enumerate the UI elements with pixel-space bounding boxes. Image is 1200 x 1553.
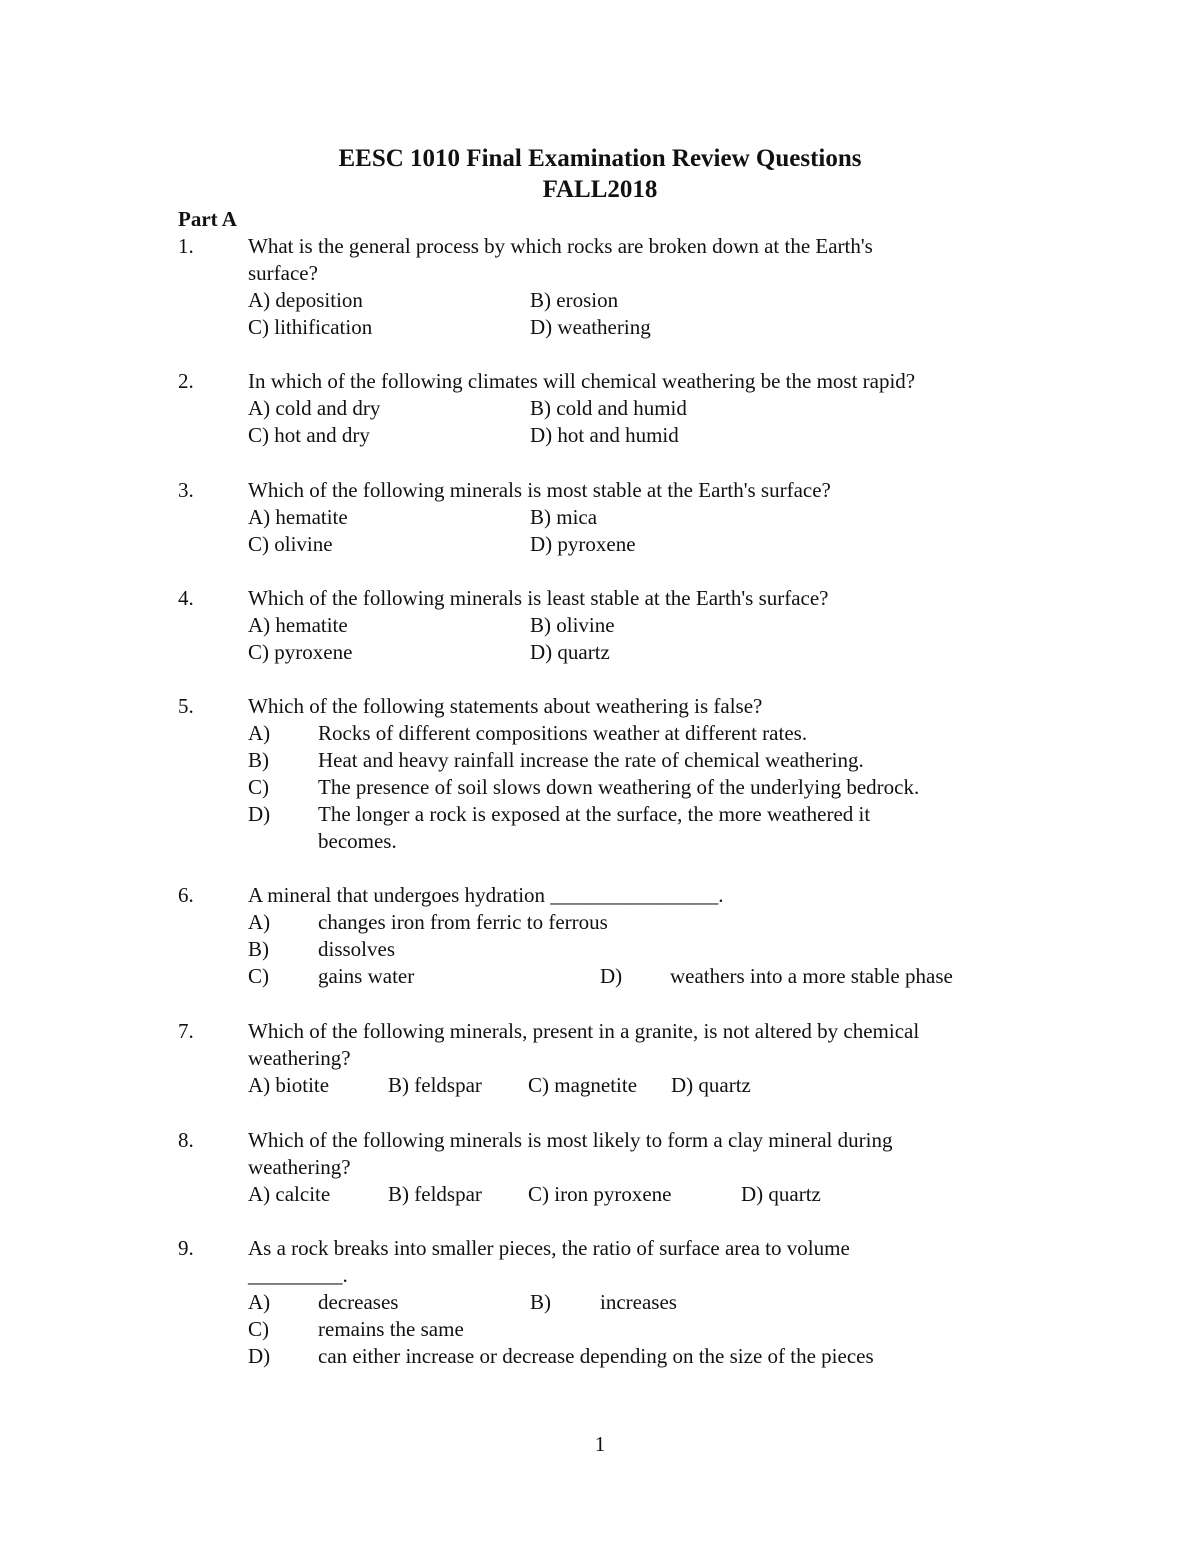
option-c: C) magnetite xyxy=(528,1073,638,1097)
option-b: B) mica xyxy=(530,505,598,529)
option-letter: B) xyxy=(248,937,269,961)
option-c: C) pyroxene xyxy=(248,640,353,664)
option-d-text: can either increase or decrease depending on the size of the pieces xyxy=(318,1344,874,1368)
question-stem-cont: surface? xyxy=(248,261,318,285)
question-1 xyxy=(178,233,1018,341)
question-stem: Which of the following minerals is most stable at the Earth's surface? xyxy=(248,478,831,502)
option-c: C) olivine xyxy=(248,532,333,556)
option-a: A) deposition xyxy=(248,288,363,312)
question-3 xyxy=(178,477,1018,558)
option-letter: D) xyxy=(600,964,623,988)
option-a-text: Rocks of different compositions weather at different rates. xyxy=(318,721,808,745)
option-letter: D) xyxy=(248,1344,271,1368)
option-c: C) iron pyroxene xyxy=(528,1182,672,1206)
question-4 xyxy=(178,585,1018,666)
exam-title: EESC 1010 Final Examination Review Questions xyxy=(338,145,862,172)
option-c-text: The presence of soil slows down weathering of the underlying bedrock. xyxy=(318,775,920,799)
option-d: D) pyroxene xyxy=(530,532,636,556)
question-number: 2. xyxy=(178,369,194,393)
option-a-text: changes iron from ferric to ferrous xyxy=(318,910,608,934)
option-b-text: increases xyxy=(600,1290,677,1314)
option-a: A) hematite xyxy=(248,505,348,529)
question-stem-cont: weathering? xyxy=(248,1046,351,1070)
option-letter: B) xyxy=(530,1290,551,1314)
question-stem: A mineral that undergoes hydration ________________. xyxy=(248,883,724,907)
question-number: 5. xyxy=(178,694,194,718)
question-stem: Which of the following minerals is least stable at the Earth's surface? xyxy=(248,586,829,610)
option-b: B) erosion xyxy=(530,288,619,312)
part-heading: Part A xyxy=(178,207,237,231)
question-5 xyxy=(178,693,1018,855)
option-a: A) cold and dry xyxy=(248,396,381,420)
question-6 xyxy=(178,882,1018,990)
option-d: D) hot and humid xyxy=(530,423,679,447)
option-a: A) hematite xyxy=(248,613,348,637)
question-7 xyxy=(178,1018,1018,1099)
option-b-text: Heat and heavy rainfall increase the rate of chemical weathering. xyxy=(318,748,864,772)
question-number: 9. xyxy=(178,1236,194,1260)
option-c-text: remains the same xyxy=(318,1317,464,1341)
question-number: 7. xyxy=(178,1019,194,1043)
page-number: 1 xyxy=(594,1432,606,1456)
question-number: 3. xyxy=(178,478,194,502)
question-8 xyxy=(178,1127,1018,1208)
question-number: 6. xyxy=(178,883,194,907)
option-c-text: gains water xyxy=(318,964,415,988)
option-b-text: dissolves xyxy=(318,937,396,961)
option-d: D) quartz xyxy=(741,1182,821,1206)
question-stem: What is the general process by which rocks are broken down at the Earth's xyxy=(248,234,873,258)
question-stem-cont: _________. xyxy=(248,1263,348,1287)
question-stem: Which of the following statements about weathering is false? xyxy=(248,694,763,718)
option-c: C) hot and dry xyxy=(248,423,370,447)
question-9 xyxy=(178,1235,1018,1370)
option-c: C) lithification xyxy=(248,315,373,339)
option-d-text: The longer a rock is exposed at the surface, the more weathered it xyxy=(318,802,871,826)
option-letter: A) xyxy=(248,721,271,745)
option-b: B) cold and humid xyxy=(530,396,687,420)
option-a: A) calcite xyxy=(248,1182,331,1206)
option-letter: C) xyxy=(248,964,269,988)
option-letter: C) xyxy=(248,1317,269,1341)
question-stem: As a rock breaks into smaller pieces, the ratio of surface area to volume xyxy=(248,1236,850,1260)
option-b: B) feldspar xyxy=(388,1182,482,1206)
question-stem: In which of the following climates will chemical weathering be the most rapid? xyxy=(248,369,916,393)
option-d-text-cont: becomes. xyxy=(318,829,397,853)
option-b: B) olivine xyxy=(530,613,615,637)
option-letter: A) xyxy=(248,1290,271,1314)
option-letter: C) xyxy=(248,775,269,799)
option-letter: D) xyxy=(248,802,271,826)
option-b: B) feldspar xyxy=(388,1073,482,1097)
question-2 xyxy=(178,368,1018,449)
option-d: D) weathering xyxy=(530,315,651,339)
option-d: D) quartz xyxy=(671,1073,751,1097)
question-number: 8. xyxy=(178,1128,194,1152)
option-letter: A) xyxy=(248,910,271,934)
option-d: D) quartz xyxy=(530,640,610,664)
option-d-text: weathers into a more stable phase xyxy=(670,964,953,988)
question-number: 4. xyxy=(178,586,194,610)
option-letter: B) xyxy=(248,748,269,772)
option-a-text: decreases xyxy=(318,1290,399,1314)
question-stem-cont: weathering? xyxy=(248,1155,351,1179)
question-number: 1. xyxy=(178,234,194,258)
question-stem: Which of the following minerals is most likely to form a clay mineral during xyxy=(248,1128,893,1152)
option-a: A) biotite xyxy=(248,1073,330,1097)
exam-term: FALL2018 xyxy=(542,176,658,203)
question-stem: Which of the following minerals, present in a granite, is not altered by chemical xyxy=(248,1019,920,1043)
